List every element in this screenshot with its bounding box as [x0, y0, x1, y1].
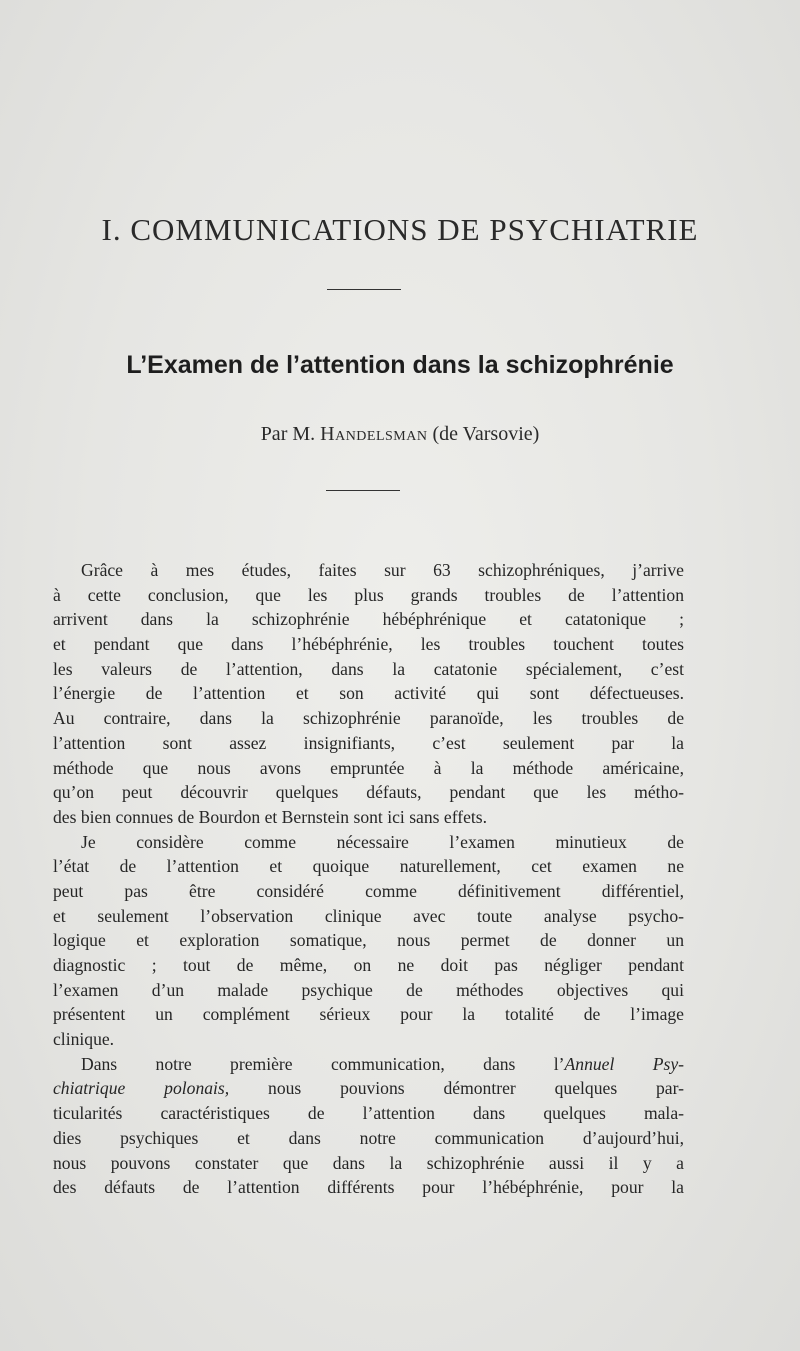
line-text: nous pouvions démontrer quelques par- [229, 1078, 684, 1099]
text-line [53, 805, 684, 830]
line-text: et pendant que dans l’hébéphrénie, les troubles touchent toutes [53, 634, 684, 655]
byline-divider [326, 490, 400, 491]
text-line [53, 1151, 684, 1176]
line-text: clinique. [53, 1029, 115, 1050]
line-text: qu’on peut découvrir quelques défauts, pendant que les métho- [53, 782, 684, 803]
byline-author: Handelsman [320, 423, 428, 445]
article-title: L’Examen de l’attention dans la schizophrénie [126, 351, 674, 379]
text-line [53, 657, 684, 682]
line-text: l’attention sont assez insignifiants, c’est seulement par la [53, 732, 684, 753]
text-line [53, 953, 684, 978]
line-text: diagnostic ; tout de même, on ne doit pas négliger pendant [53, 955, 684, 975]
text-line [53, 780, 684, 805]
line-text: et seulement l’observation clinique avec toute analyse psycho- [53, 905, 684, 926]
line-text: dies psychiques et dans notre communication d’aujourd’hui, [53, 1127, 684, 1148]
text-line [53, 1126, 684, 1151]
line-text: à cette conclusion, que les plus grands troubles de l’attention [53, 584, 684, 605]
text-line [53, 632, 684, 657]
title-divider [327, 289, 401, 290]
line-text: Grâce à mes études, faites sur 63 schizophréniques, j’arrive [81, 560, 684, 580]
text-line [53, 558, 684, 583]
section-title: I. COMMUNICATIONS DE PSYCHIATRIE [101, 212, 699, 247]
text-line [53, 1101, 684, 1126]
text-line [53, 731, 684, 756]
byline [0, 423, 800, 446]
body-text [53, 558, 684, 1200]
line-text: Dans notre première communication, dans l’ [81, 1053, 565, 1074]
byline-affiliation: (de Varsovie) [432, 423, 540, 445]
text-line [53, 978, 684, 1003]
text-line [53, 1002, 684, 1027]
text-line [53, 706, 684, 731]
italic-text: chiatrique polonais, [53, 1078, 230, 1099]
line-text: présentent un complément sérieux pour la totalité de l’image [53, 1004, 684, 1025]
text-line [53, 1027, 684, 1052]
line-text: Je considère comme nécessaire l’examen minutieux de [81, 831, 684, 852]
text-line [53, 928, 684, 953]
line-text: les valeurs de l’attention, dans la catatonie spécialement, c’est [53, 658, 684, 679]
line-text: Au contraire, dans la schizophrénie paranoïde, les troubles de [53, 708, 684, 729]
text-line [53, 681, 684, 706]
text-line [53, 1052, 684, 1077]
line-text: ticularités caractéristiques de l’attention dans quelques mala- [53, 1103, 684, 1124]
line-text: des bien connues de Bourdon et Bernstein sont ici sans effets. [53, 806, 488, 827]
line-text: méthode que nous avons empruntée à la méthode américaine, [53, 757, 684, 778]
text-line [53, 756, 684, 781]
text-line [53, 607, 684, 632]
text-line [53, 1076, 684, 1101]
text-line [53, 583, 684, 608]
line-text: arrivent dans la schizophrénie hébéphrénique et catatonique ; [53, 609, 684, 630]
line-text: l’énergie de l’attention et son activité qui sont défectueuses. [53, 683, 684, 704]
byline-prefix: Par M. [260, 423, 316, 445]
line-text: des défauts de l’attention différents pour l’hébéphrénie, pour la [53, 1177, 684, 1198]
line-text: l’examen d’un malade psychique de méthodes objectives qui [53, 979, 684, 1000]
text-line [53, 1175, 684, 1200]
text-line [53, 879, 684, 904]
text-line [53, 904, 684, 929]
italic-text: Annuel Psy- [564, 1053, 684, 1074]
text-line [53, 854, 684, 879]
line-text: peut pas être considéré comme définitivement différentiel, [53, 880, 684, 901]
line-text: logique et exploration somatique, nous permet de donner un [53, 930, 684, 951]
line-text: nous pouvons constater que dans la schizophrénie aussi il y a [53, 1152, 684, 1173]
line-text: l’état de l’attention et quoique naturellement, cet examen ne [53, 856, 684, 877]
text-line [53, 830, 684, 855]
